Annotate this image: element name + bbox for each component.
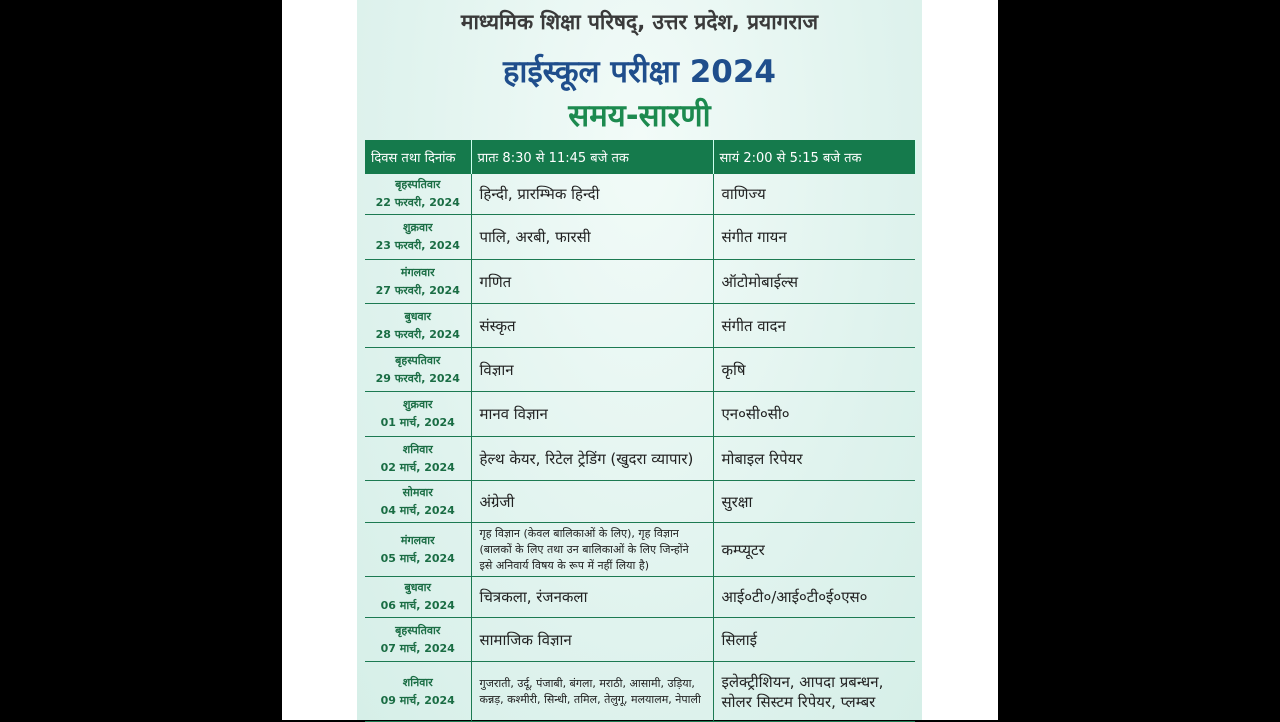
day-name: शनिवार [402,442,433,456]
date: 27 फरवरी, 2024 [375,283,460,297]
day-date-cell [365,523,471,577]
evening-subject: सिलाई [713,618,915,662]
morning-subject: चित्रकला, रंजनकला [471,577,713,618]
date: 29 फरवरी, 2024 [375,371,460,385]
table-row [365,304,915,348]
evening-subject: ऑटोमोबाईल्स [713,260,915,304]
day-date-cell [365,174,471,215]
day-name: बृहस्पतिवार [395,353,441,367]
date: 01 मार्च, 2024 [380,416,455,429]
day-name: बुधवार [404,581,431,594]
day-date-cell [365,481,471,523]
morning-subject: हेल्थ केयर, रिटेल ट्रेडिंग (खुदरा व्यापार) [471,437,713,481]
day-name: शनिवार [402,675,433,689]
day-date-cell [365,304,471,348]
table-row [365,577,915,618]
day-name: शुक्रवार [403,398,433,411]
morning-subject: गृह विज्ञान (केवल बालिकाओं के लिए), गृह विज्ञान (बालकों के लिए तथा उन बालिकाओं के लिए जिन्होंने इसे अनिवार्य विषय के रूप में नहीं लिया है) [471,523,713,577]
day-date-cell [365,260,471,304]
morning-subject: सामाजिक विज्ञान [471,618,713,662]
exam-title: हाईस्कूल परीक्षा 2024 [502,54,777,90]
day-name: बुधवार [404,309,431,323]
table-row [365,437,915,481]
schedule-subtitle: समय-सारणी [568,98,711,134]
evening-subject: आई०टी०/आई०टी०ई०एस० [713,577,915,618]
exam-timetable [365,140,916,722]
date: 22 फरवरी, 2024 [375,196,460,209]
date: 09 मार्च, 2024 [380,693,455,707]
table-row [365,618,915,662]
evening-subject: मोबाइल रिपेयर [713,437,915,481]
day-name: बृहस्पतिवार [395,178,441,191]
morning-subject: हिन्दी, प्रारम्भिक हिन्दी [471,174,713,215]
day-name: बृहस्पतिवार [395,623,441,637]
day-date-cell [365,662,471,722]
day-name: शुक्रवार [403,221,433,234]
day-name: मंगलवार [400,533,435,547]
table-row [365,174,915,215]
evening-subject: संगीत गायन [713,215,915,260]
column-header-morning: प्रातः 8:30 से 11:45 बजे तक [471,140,713,174]
board-name: माध्यमिक शिक्षा परिषद्, उत्तर प्रदेश, प्रयागराज [460,10,819,34]
date: 06 मार्च, 2024 [380,599,455,612]
date: 05 मार्च, 2024 [380,551,455,565]
day-name: सोमवार [402,485,433,499]
day-date-cell [365,618,471,662]
column-header-evening: सायं 2:00 से 5:15 बजे तक [713,140,915,174]
evening-subject: वाणिज्य [713,174,915,215]
column-header-date: दिवस तथा दिनांक [365,140,471,174]
table-row [365,481,915,523]
date: 28 फरवरी, 2024 [375,327,460,341]
day-name: मंगलवार [400,265,435,279]
day-date-cell [365,215,471,260]
date: 04 मार्च, 2024 [380,503,455,517]
table-row [365,348,915,392]
morning-subject: मानव विज्ञान [471,392,713,437]
table-row [365,215,915,260]
evening-subject: एन०सी०सी० [713,392,915,437]
table-row [365,260,915,304]
evening-subject: कृषि [713,348,915,392]
day-date-cell [365,577,471,618]
morning-subject: पालि, अरबी, फारसी [471,215,713,260]
evening-subject: संगीत वादन [713,304,915,348]
day-date-cell [365,348,471,392]
date: 02 मार्च, 2024 [380,460,455,474]
morning-subject: गुजराती, उर्दू, पंजाबी, बंगला, मराठी, आसामी, उड़िया, कन्नड़, कश्मीरी, सिन्धी, तमिल, तेलुगू, मलयालम, नेपाली [471,662,713,722]
morning-subject: संस्कृत [471,304,713,348]
table-row [365,523,915,577]
evening-subject: इलेक्ट्रीशियन, आपदा प्रबन्धन, सोलर सिस्टम रिपेयर, प्लम्बर [713,662,915,722]
morning-subject: अंग्रेजी [471,481,713,523]
evening-subject: कम्प्यूटर [713,523,915,577]
evening-subject: सुरक्षा [713,481,915,523]
table-row [365,392,915,437]
table-header [365,140,915,174]
table-row [365,662,915,722]
day-date-cell [365,437,471,481]
morning-subject: गणित [471,260,713,304]
date: 07 मार्च, 2024 [380,641,455,655]
morning-subject: विज्ञान [471,348,713,392]
date: 23 फरवरी, 2024 [375,239,460,252]
day-date-cell [365,392,471,437]
